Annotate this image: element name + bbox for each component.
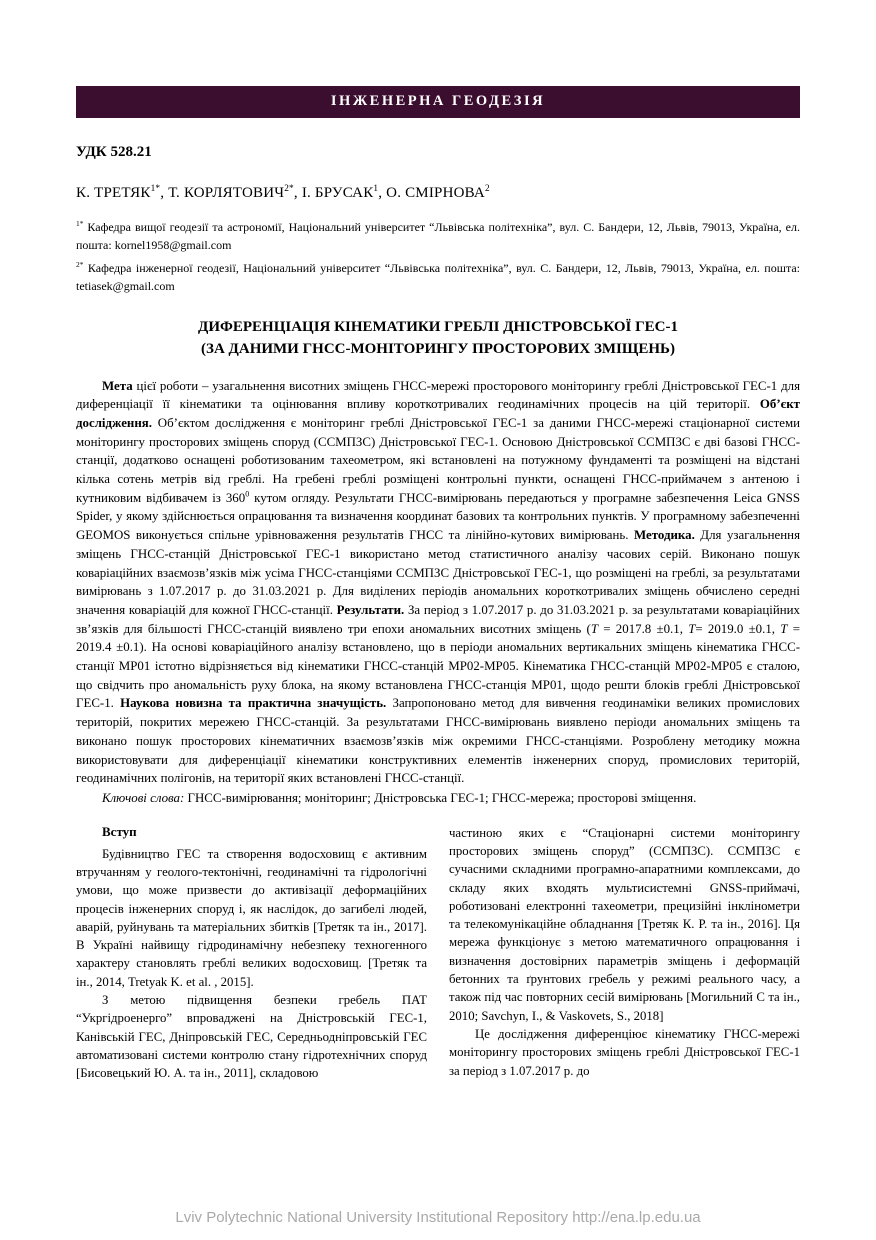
keywords-line: Ключові слова: ГНСС-вимірювання; моніторинг; Дністровська ГЕС-1; ГНСС-мережа; просторові зміщення. bbox=[102, 790, 697, 805]
two-column-body bbox=[76, 824, 800, 1083]
affiliation-1: $^{1*}$ Кафедра вищої геодезії та астрономії, Національний університет “Львівська політехніка”, вул. С. Бандери, 12, Львів, 79013, Україна, ел. пошта: kornel1958@gmail.com bbox=[76, 219, 800, 252]
left-column bbox=[76, 824, 427, 1083]
page-content bbox=[0, 144, 876, 1083]
paper-title bbox=[76, 317, 800, 361]
body-paragraph: Будівництво ГЕС та створення водосховищ є активним втручанням у геолого-тектонічні, геодинамічні та гідрологічні умови, що може призвести до активізації деформаційних процесів інженерних споруд і, як наслідок, до загибелі людей, аварій, руйнувань та матеріальних збитків [Третяк та ін., 2017]. В Україні найвищу гідродинамічну небезпеку техногенного характеру становлять греблі великих водосховищ. [Третяк та ін., 2014, Tretyak K. et al. , 2015]. bbox=[76, 846, 427, 989]
section-banner-title: ІНЖЕНЕРНА ГЕОДЕЗІЯ bbox=[330, 93, 546, 109]
repository-footer: Lviv Polytechnic National University Institutional Repository http://ena.lp.edu.ua bbox=[175, 1209, 701, 1226]
paper-title-line1: ДИФЕРЕНЦІАЦІЯ КІНЕМАТИКИ ГРЕБЛІ ДНІСТРОВСЬКОЇ ГЕС-1 bbox=[198, 319, 678, 335]
section-heading-intro: Вступ bbox=[102, 823, 137, 839]
abstract-text: Мета цієї роботи – узагальнення висотних зміщень ГНСС-мережі просторового моніторингу греблі Дністровської ГЕС-1 для диференціації її кінематики та оцінювання впливу короткотривалих геодинамічних процесів на цій території. Об’єкт дослідження. Об’єктом дослідження є моніторинг греблі Дністровської ГЕС-1 за даними ГНСС-мережі стаціонарної системи моніторингу просторових зміщень споруд (ССМПЗС) Дністровської ГЕС-1. Основою Дністровської ССМПЗС є дві базові ГНСС-станції, додатково оснащені роботизованим тахеометром, які встановлені на потужному фундаменті та розміщені на відстані кілька сотень метрів від греблі. На гребені греблі розміщені контрольні пункти, оснащені ГНСС-приймачем з антеною і кутниковим відбивачем із $360^0$ кутом огляду. Результати ГНСС-вимірювань передаються у програмне забезпечення Leica GNSS Spider, у якому здійснюється опрацювання та визначення координат базових та контрольних пунктів. У програмному забезпеченні GEOMOS виконується спільне урівноваження результатів ГНСС та лінійно-кутових вимірювань. Методика. Для узагальнення зміщень ГНСС-станцій Дністровської ГЕС-1 використано метод статистичного аналізу часових серій. Виконано пошук коваріаційних взаємозв’язків між усіма ГНСС-станціями ССМПЗС Дністровської ГЕС-1, що розміщені на греблі, за результатами вимірювань з 1.07.2017 р. до 31.03.2021 р. Для виділених періодів аномальних короткотривалих зміщень обчислено середні значення коваріацій для кожної ГНСС-станції. Результати. За період з 1.07.2017 р. до 31.03.2021 р. за результатами коваріаційних зв’язків для більшості ГНСС-станцій виявлено три епохи аномальних висотних зміщень (Т = 2017.8 ±0.1, Т= 2019.0 ±0.1, Т = 2019.4 ±0.1). На основі коваріаційного аналізу встановлено, що в періоди аномальних вертикальних зміщень кінематика ГНСС-станції МР01 істотно відрізняється від кінематики ГНСС-станцій МР02-МР05. Кінематика ГНСС-станцій МР02-МР05 є сталою, що свідчить про аномальність руху блока, на якому встановлена ГНСС-станція МР01, щодо решти блоків греблі Дністровської ГЕС-1. Наукова новизна та практична значущість. Запропоновано метод для вивчення геодинаміки великих промислових територій, покритих мережею ГНСС-станцій. За результатами ГНСС-вимірювань виявлено періоди аномальних зміщень та виконано пошук просторових кінематичних взаємозв’язків між окремими ГНСС-станціями. Розроблену методику можна використовувати для диференціації кінематики конструктивних елементів інженерних споруд, промислових територій, геодинамічних полігонів, на території яких встановлені ГНСС-станції. bbox=[76, 378, 801, 786]
affiliation-2: $^{2*}$ Кафедра інженерної геодезії, Національний університет “Львівська політехніка”, вул. С. Бандери, 12, Львів, 79013, Україна, ел. пошта: tetiasek@gmail.com bbox=[76, 260, 800, 293]
authors-line: К. $ТРЕТЯК^{1*}$, Т. $КОРЛЯТОВИЧ^{2*}$, І. БРУСАК$^1$, О. СМІРНОВА$^2$ bbox=[76, 184, 490, 201]
udc-code: УДК 528.21 bbox=[76, 144, 152, 160]
right-column bbox=[449, 824, 800, 1083]
body-paragraph: частиною яких є “Стаціонарні системи моніторингу просторових зміщень споруд” (ССМПЗС). ССМПЗС є сучасними складними програмно-апаратними комплексами, до складу яких входять мультисистемні GNSS-приймачі, роботизовані електронні тахеометри, прецизійні інклінометри та телекомунікаційне обладнання [Третяк К. Р. та ін., 2016]. Ця мережа функціонує з метою математичного опрацювання і визначення достовірних параметрів зміщень і деформацій бетонних та ґрунтових гребель у режимі реального часу, а також під час повторних сесій вимірювань [Могильний С та ін., 2010; Savchyn, I., & Vaskovets, S., 2018] bbox=[449, 825, 800, 1023]
paper-title-line2: (ЗА ДАНИМИ ГНСС-МОНІТОРИНГУ ПРОСТОРОВИХ ЗМІЩЕНЬ) bbox=[201, 340, 675, 357]
section-banner bbox=[76, 86, 800, 118]
body-paragraph: З метою підвищення безпеки гребель ПАТ “Укргідроенерго” впроваджені на Дністровській ГЕС-1, Канівській ГЕС, Дніпровській ГЕС, Середньодніпровській ГЕС автоматизовані системи контролю стану гідротехнічних споруд [Бисовецький Ю. А. та ін., 2011], складовою bbox=[76, 993, 427, 1081]
body-paragraph: Це дослідження диференціює кінематику ГНСС-мережі моніторингу просторових зміщень греблі Дністровської ГЕС-1 за період з 1.07.2017 р. до bbox=[449, 1026, 800, 1078]
